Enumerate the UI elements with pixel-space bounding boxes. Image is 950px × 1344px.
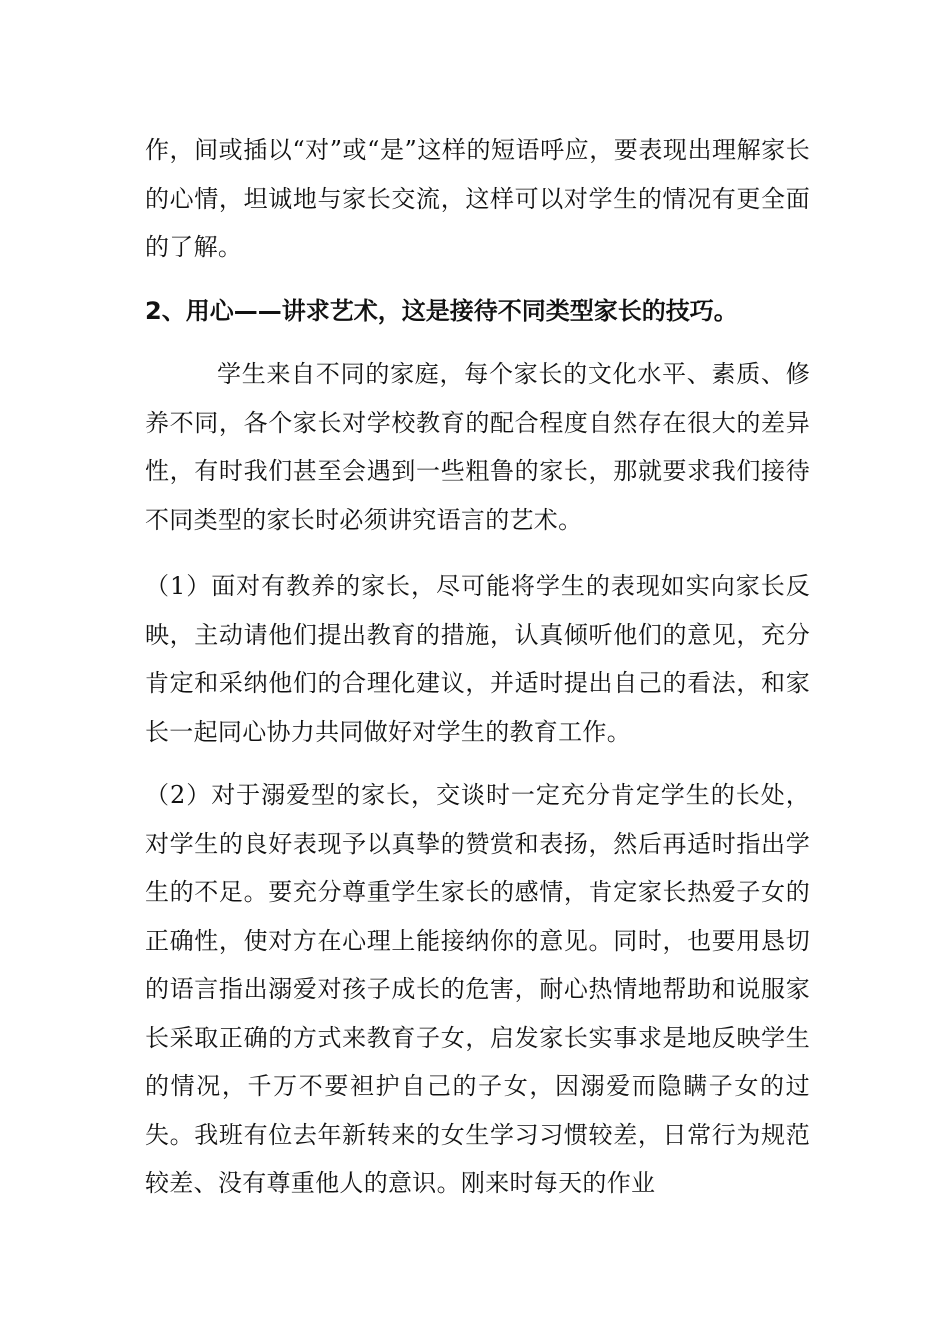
paragraph-intro: 作，间或插以“对”或“是”这样的短语呼应，要表现出理解家长的心情，坦诚地与家长交流，这样可以对学生的情况有更全面的了解。 [145, 136, 810, 261]
paragraph-families: 学生来自不同的家庭，每个家长的文化水平、素质、修养不同，各个家长对学校教育的配合程度自然存在很大的差异性，有时我们甚至会遇到一些粗鲁的家长，那就要求我们接待不同类型的家长时必须讲究语言的艺术。 [145, 360, 810, 534]
paragraph-item-2: （2）对于溺爱型的家长，交谈时一定充分肯定学生的长处，对学生的良好表现予以真挚的赞赏和表扬，然后再适时指出学生的不足。要充分尊重学生家长的感情，肯定家长热爱子女的正确性，使对方在心理上能接纳你的意见。同时，也要用恳切的语言指出溺爱对孩子成长的危害，耐心热情地帮助和说服家长采取正确的方式来教育子女，启发家长实事求是地反映学生的情况，千万不要袒护自己的子女，因溺爱而隐瞒子女的过失。我班有位去年新转来的女生学习习惯较差，日常行为规范较差、没有尊重他人的意识。刚来时每天的作业 [145, 781, 810, 1197]
paragraph-item-1: （1）面对有教养的家长，尽可能将学生的表现如实向家长反映，主动请他们提出教育的措施，认真倾听他们的意见，充分肯定和采纳他们的合理化建议，并适时提出自己的看法，和家长一起同心协力共同做好对学生的教育工作。 [145, 572, 810, 746]
section-heading-2: 2、用心——讲求艺术，这是接待不同类型家长的技巧。 [145, 297, 738, 325]
